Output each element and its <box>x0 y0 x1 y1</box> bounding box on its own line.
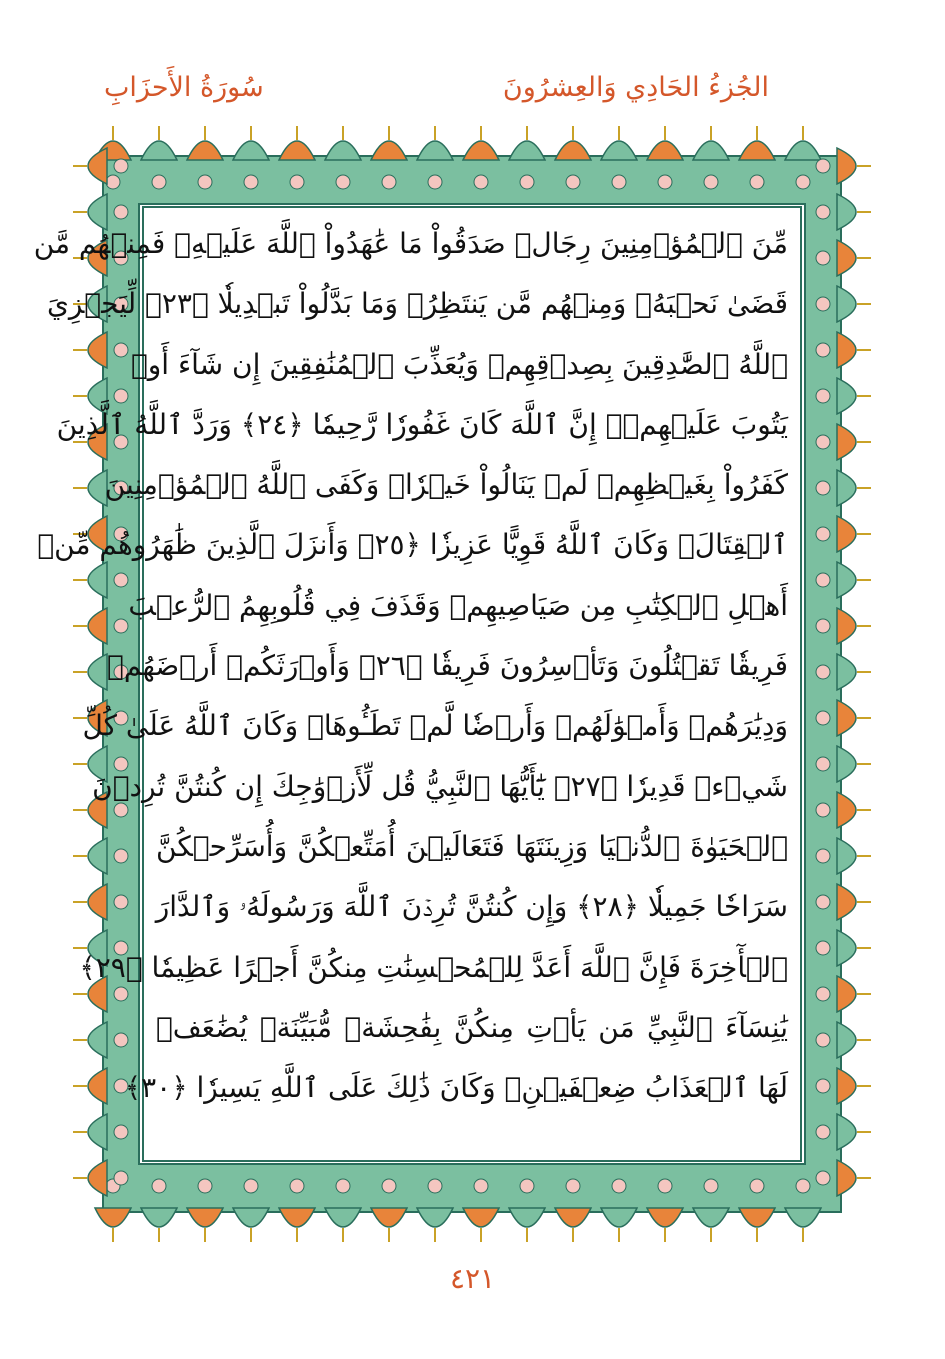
frame-scallop <box>837 930 856 966</box>
frame-scallop <box>837 746 856 782</box>
frame-scallop <box>279 141 315 160</box>
frame-flower <box>816 1171 830 1185</box>
frame-flower <box>750 175 764 189</box>
frame-flower <box>428 175 442 189</box>
frame-scallop <box>88 148 107 184</box>
frame-flower <box>114 895 128 909</box>
frame-flower <box>336 175 350 189</box>
frame-scallop <box>187 141 223 160</box>
frame-scallop <box>837 470 856 506</box>
frame-scallop <box>325 141 361 160</box>
text-line: مِّنَ ٱلۡمُؤۡمِنِينَ رِجَالٞ صَدَقُواْ مَا عَٰهَدُواْ ٱللَّهَ عَلَيۡهِۖ فَمِنۡهُم مَّن <box>33 227 788 260</box>
frame-flower <box>382 1179 396 1193</box>
frame-flower <box>816 1125 830 1139</box>
frame-flower <box>816 343 830 357</box>
frame-scallop <box>88 608 107 644</box>
frame-flower <box>114 159 128 173</box>
frame-flower <box>114 619 128 633</box>
frame-flower <box>816 481 830 495</box>
frame-flower <box>816 527 830 541</box>
text-line: قَضَىٰ نَحۡبَهُۥ وَمِنۡهُم مَّن يَنتَظِرُۖ وَمَا بَدَّلُواْ تَبۡدِيلٗا ﴿٢٣﴾ لِّيَجۡزِيَ <box>46 287 788 321</box>
text-line: كَفَرُواْ بِغَيۡظِهِمۡ لَمۡ يَنَالُواْ خَيۡرٗاۚ وَكَفَى ٱللَّهُ ٱلۡمُؤۡمِنِينَ <box>104 468 788 502</box>
frame-scallop <box>837 1114 856 1150</box>
frame-scallop <box>837 240 856 276</box>
frame-scallop <box>601 1208 637 1227</box>
frame-scallop <box>837 654 856 690</box>
frame-scallop <box>739 141 775 160</box>
frame-flower <box>816 757 830 771</box>
frame-flower <box>106 175 120 189</box>
frame-flower <box>152 1179 166 1193</box>
text-line: سَرَاحٗا جَمِيلٗا ﴿٢٨﴾ وَإِن كُنتُنَّ تُرِدۡنَ ٱللَّهَ وَرَسُولَهُۥ وَٱلدَّارَ <box>155 890 788 924</box>
frame-flower <box>612 175 626 189</box>
frame-flower <box>520 175 534 189</box>
frame-flower <box>816 205 830 219</box>
quran-text-block <box>33 214 788 1118</box>
frame-flower <box>816 159 830 173</box>
surah-title: سُورَةُ الأَحزَابِ <box>104 72 264 103</box>
frame-scallop <box>371 1208 407 1227</box>
frame-flower <box>704 175 718 189</box>
frame-flower <box>658 1179 672 1193</box>
frame-scallop <box>785 1208 821 1227</box>
frame-flower <box>816 389 830 403</box>
frame-scallop <box>837 286 856 322</box>
frame-scallop <box>463 1208 499 1227</box>
frame-flower <box>566 1179 580 1193</box>
frame-flower <box>658 175 672 189</box>
frame-flower <box>704 1179 718 1193</box>
frame-scallop <box>647 141 683 160</box>
frame-flower <box>816 619 830 633</box>
frame-flower <box>290 175 304 189</box>
frame-scallop <box>837 608 856 644</box>
frame-scallop <box>555 141 591 160</box>
frame-scallop <box>509 141 545 160</box>
frame-flower <box>816 941 830 955</box>
text-line: ٱلۡقِتَالَۚ وَكَانَ ٱللَّهُ قَوِيًّا عَزِيزٗا ﴿٢٥﴾ وَأَنزَلَ ٱلَّذِينَ ظَٰهَرُوهُم مِّنۡ <box>37 528 788 562</box>
frame-scallop <box>88 1022 107 1058</box>
frame-flower <box>198 175 212 189</box>
frame-flower <box>816 297 830 311</box>
text-line: وَدِيَٰرَهُمۡ وَأَمۡوَٰلَهُمۡ وَأَرۡضٗا لَّمۡ تَطَـُٔوهَاۚ وَكَانَ ٱللَّهُ عَلَىٰ كُلِّ <box>82 709 788 743</box>
frame-flower <box>520 1179 534 1193</box>
frame-scallop <box>837 976 856 1012</box>
frame-flower <box>244 1179 258 1193</box>
frame-scallop <box>187 1208 223 1227</box>
frame-scallop <box>509 1208 545 1227</box>
frame-flower <box>816 987 830 1001</box>
frame-flower <box>816 711 830 725</box>
frame-scallop <box>417 1208 453 1227</box>
frame-scallop <box>371 141 407 160</box>
frame-scallop <box>325 1208 361 1227</box>
frame-scallop <box>837 838 856 874</box>
frame-scallop <box>693 141 729 160</box>
frame-scallop <box>837 378 856 414</box>
frame-flower <box>816 803 830 817</box>
text-line: ٱللَّهُ ٱلصَّٰدِقِينَ بِصِدۡقِهِمۡ وَيُعَذِّبَ ٱلۡمُنَٰفِقِينَ إِن شَآءَ أَوۡ <box>130 347 788 381</box>
frame-scallop <box>141 1208 177 1227</box>
frame-flower <box>114 1125 128 1139</box>
frame-scallop <box>837 792 856 828</box>
frame-flower <box>114 1033 128 1047</box>
frame-scallop <box>837 148 856 184</box>
frame-scallop <box>463 141 499 160</box>
frame-scallop <box>601 141 637 160</box>
frame-flower <box>152 175 166 189</box>
text-line: لَهَا ٱلۡعَذَابُ ضِعۡفَيۡنِۚ وَكَانَ ذَٰلِكَ عَلَى ٱللَّهِ يَسِيرٗا ﴿٣٠﴾ <box>124 1071 788 1105</box>
page-number: ٤٢١ <box>449 1262 496 1295</box>
frame-flower <box>612 1179 626 1193</box>
frame-scallop <box>837 562 856 598</box>
frame-flower <box>796 1179 810 1193</box>
frame-flower <box>816 573 830 587</box>
frame-flower <box>382 175 396 189</box>
text-line: ٱلۡحَيَوٰةَ ٱلدُّنۡيَا وَزِينَتَهَا فَتَعَالَيۡنَ أُمَتِّعۡكُنَّ وَأُسَرِّحۡكُنَّ <box>156 829 788 863</box>
frame-flower <box>114 1171 128 1185</box>
frame-scallop <box>837 516 856 552</box>
frame-flower <box>796 175 810 189</box>
frame-scallop <box>785 141 821 160</box>
text-line: شَيۡءٖ قَدِيرٗا ﴿٢٧﴾ يَٰٓأَيُّهَا ٱلنَّبِيُّ قُل لِّأَزۡوَٰجِكَ إِن كُنتُنَّ تُرِدۡنَ <box>92 769 788 803</box>
frame-flower <box>816 435 830 449</box>
frame-scallop <box>88 884 107 920</box>
frame-scallop <box>88 654 107 690</box>
frame-scallop <box>233 141 269 160</box>
frame-scallop <box>837 1068 856 1104</box>
frame-scallop <box>739 1208 775 1227</box>
frame-flower <box>816 1079 830 1093</box>
frame-scallop <box>141 141 177 160</box>
frame-scallop <box>837 700 856 736</box>
frame-flower <box>114 849 128 863</box>
frame-flower <box>428 1179 442 1193</box>
frame-scallop <box>417 141 453 160</box>
frame-scallop <box>837 424 856 460</box>
frame-scallop <box>837 332 856 368</box>
frame-flower <box>474 175 488 189</box>
frame-scallop <box>837 194 856 230</box>
text-line: فَرِيقٗا تَقۡتُلُونَ وَتَأۡسِرُونَ فَرِيقٗا ﴿٢٦﴾ وَأَوۡرَثَكُمۡ أَرۡضَهُمۡ <box>107 649 788 683</box>
frame-flower <box>566 175 580 189</box>
frame-flower <box>114 343 128 357</box>
frame-flower <box>750 1179 764 1193</box>
frame-scallop <box>88 838 107 874</box>
frame-scallop <box>693 1208 729 1227</box>
frame-flower <box>816 1033 830 1047</box>
frame-flower <box>336 1179 350 1193</box>
frame-scallop <box>95 1208 131 1227</box>
frame-scallop <box>647 1208 683 1227</box>
frame-scallop <box>88 1068 107 1104</box>
frame-flower <box>244 175 258 189</box>
frame-flower <box>198 1179 212 1193</box>
frame-scallop <box>88 1114 107 1150</box>
frame-scallop <box>837 884 856 920</box>
frame-flower <box>816 251 830 265</box>
juz-title: الجُزءُ الحَادِي وَالعِشرُونَ <box>502 72 769 103</box>
page-header <box>0 66 945 116</box>
frame-flower <box>474 1179 488 1193</box>
frame-scallop <box>837 1160 856 1196</box>
text-line: يَٰنِسَآءَ ٱلنَّبِيِّ مَن يَأۡتِ مِنكُنَّ بِفَٰحِشَةٖ مُّبَيِّنَةٖ يُضَٰعَفۡ <box>156 1010 788 1044</box>
text-line: يَتُوبَ عَلَيۡهِمۡۚ إِنَّ ٱللَّهَ كَانَ غَفُورٗا رَّحِيمٗا ﴿٢٤﴾ وَرَدَّ ٱللَّهُ ٱلَّذِينَ <box>56 407 788 441</box>
frame-scallop <box>88 332 107 368</box>
frame-scallop <box>837 1022 856 1058</box>
frame-scallop <box>279 1208 315 1227</box>
text-line: أَهۡلِ ٱلۡكِتَٰبِ مِن صَيَاصِيهِمۡ وَقَذَفَ فِي قُلُوبِهِمُ ٱلرُّعۡبَ <box>128 588 788 622</box>
frame-flower <box>816 665 830 679</box>
frame-scallop <box>555 1208 591 1227</box>
frame-flower <box>816 849 830 863</box>
text-line: ٱلۡأٓخِرَةَ فَإِنَّ ٱللَّهَ أَعَدَّ لِلۡمُحۡسِنَٰتِ مِنكُنَّ أَجۡرًا عَظِيمٗا ﴿٢٩﴾ <box>79 950 788 984</box>
frame-scallop <box>88 1160 107 1196</box>
frame-flower <box>816 895 830 909</box>
frame-flower <box>290 1179 304 1193</box>
frame-scallop <box>233 1208 269 1227</box>
